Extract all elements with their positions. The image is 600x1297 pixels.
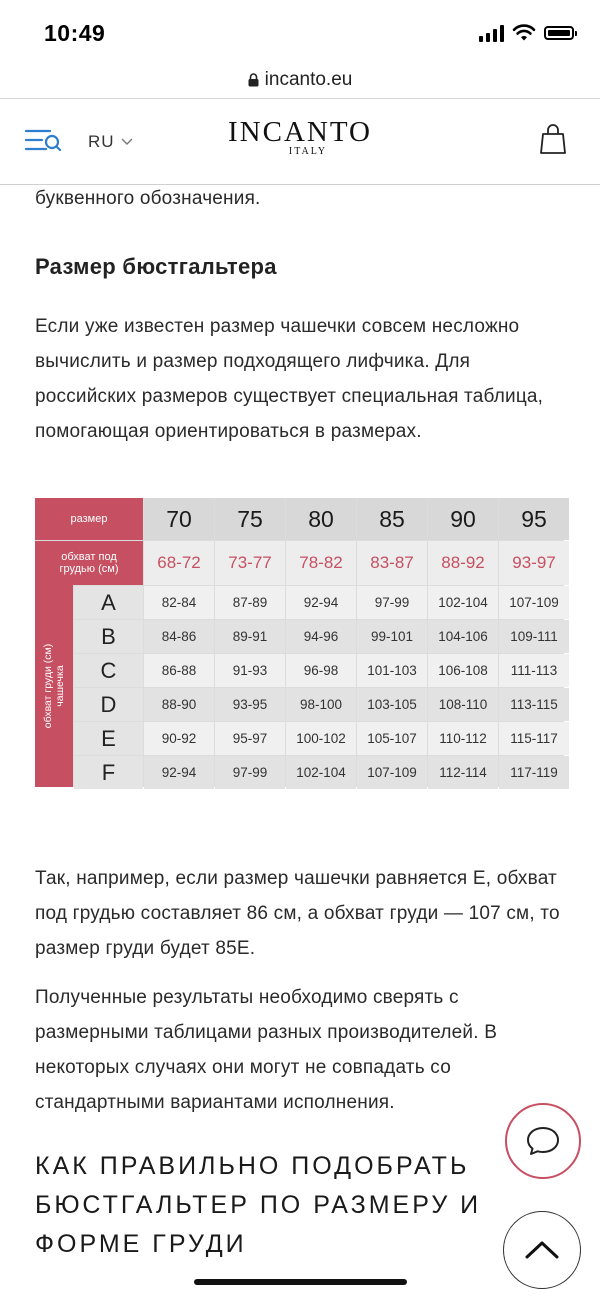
cup-letter-cell: B — [74, 620, 143, 653]
cup-letter-cell: F — [74, 756, 143, 789]
chat-bubble-icon — [525, 1125, 561, 1157]
bust-range-cell: 97-99 — [357, 586, 427, 619]
underbust-range-cell: 93-97 — [499, 541, 569, 585]
cup-letter-cell: D — [74, 688, 143, 721]
wifi-icon — [512, 24, 536, 42]
cup-label: чашечка — [54, 665, 66, 707]
bust-range-cell: 102-104 — [428, 586, 498, 619]
bust-range-cell: 89-91 — [215, 620, 285, 653]
shopping-bag-icon[interactable] — [540, 123, 566, 155]
underbust-header-cell — [35, 541, 143, 585]
status-bar — [0, 0, 600, 62]
intro-fragment: буквенного обозначения. — [35, 188, 261, 209]
paragraph-results: Полученные результаты необходимо сверять с размерными таблицами разных производителей. В некоторых случаях они могут не совпадать со стандартными вариантами исполнения. — [35, 987, 498, 1113]
bust-range-cell: 108-110 — [428, 688, 498, 721]
size-column-header: 80 — [286, 498, 356, 540]
bust-range-cell: 102-104 — [286, 756, 356, 789]
status-icons — [479, 24, 574, 42]
bust-range-cell: 84-86 — [144, 620, 214, 653]
scroll-to-top-button[interactable] — [503, 1211, 581, 1289]
bust-range-cell: 105-107 — [357, 722, 427, 755]
site-logo[interactable] — [0, 117, 600, 157]
bust-cup-side-label — [35, 585, 73, 787]
underbust-range-cell: 83-87 — [357, 541, 427, 585]
bust-range-cell: 91-93 — [215, 654, 285, 687]
bust-range-cell: 86-88 — [144, 654, 214, 687]
underbust-range-cell: 68-72 — [144, 541, 214, 585]
chat-button[interactable] — [505, 1103, 581, 1179]
bust-range-cell: 97-99 — [215, 756, 285, 789]
bust-range-cell: 92-94 — [144, 756, 214, 789]
url-text: incanto.eu — [264, 69, 353, 90]
bust-range-cell: 82-84 — [144, 586, 214, 619]
size-column-header: 70 — [144, 498, 214, 540]
section-heading: КАК ПРАВИЛЬНО ПОДОБРАТЬ БЮСТГАЛЬТЕР ПО РАЗМЕРУ И ФОРМЕ ГРУДИ — [35, 1152, 482, 1258]
bust-range-cell: 93-95 — [215, 688, 285, 721]
bust-range-cell: 99-101 — [357, 620, 427, 653]
bust-range-cell: 95-97 — [215, 722, 285, 755]
bust-range-cell: 101-103 — [357, 654, 427, 687]
bust-range-cell: 96-98 — [286, 654, 356, 687]
url-bar[interactable] — [0, 62, 600, 98]
bust-range-cell: 106-108 — [428, 654, 498, 687]
size-header-cell — [35, 498, 143, 540]
bust-range-cell: 109-111 — [499, 620, 569, 653]
size-column-header: 90 — [428, 498, 498, 540]
size-column-header: 85 — [357, 498, 427, 540]
bust-range-cell: 117-119 — [499, 756, 569, 789]
bust-range-cell: 94-96 — [286, 620, 356, 653]
bust-range-cell: 103-105 — [357, 688, 427, 721]
underbust-range-cell: 78-82 — [286, 541, 356, 585]
bust-range-cell: 111-113 — [499, 654, 569, 687]
bra-size-subheading: Размер бюстгальтера — [35, 254, 277, 279]
size-header-label: размер — [70, 513, 108, 525]
underbust-range-cell: 73-77 — [215, 541, 285, 585]
cup-letter-cell: E — [74, 722, 143, 755]
bra-size-table — [35, 498, 564, 787]
bust-range-cell: 88-90 — [144, 688, 214, 721]
home-indicator — [194, 1279, 407, 1285]
bust-range-cell: 87-89 — [215, 586, 285, 619]
size-column-header: 75 — [215, 498, 285, 540]
lock-icon — [248, 73, 259, 87]
bust-range-cell: 110-112 — [428, 722, 498, 755]
bust-range-cell: 100-102 — [286, 722, 356, 755]
cup-letter-cell: A — [74, 586, 143, 619]
bust-range-cell: 104-106 — [428, 620, 498, 653]
underbust-range-cell: 88-92 — [428, 541, 498, 585]
bust-range-cell: 107-109 — [357, 756, 427, 789]
site-header — [0, 99, 600, 185]
status-time: 10:49 — [44, 20, 106, 46]
cup-letter-cell: C — [74, 654, 143, 687]
bust-range-cell: 90-92 — [144, 722, 214, 755]
bust-range-cell: 112-114 — [428, 756, 498, 789]
size-column-header: 95 — [499, 498, 569, 540]
logo-wordmark: INCANTO — [228, 116, 372, 148]
logo-subtitle: ITALY — [288, 146, 328, 157]
paragraph-example: Так, например, если размер чашечки равняется E, обхват под грудью составляет 86 см, а обхват груди — 107 см, то размер груди будет 85E. — [35, 868, 560, 959]
underbust-header-label: обхват под грудью (см) — [59, 551, 119, 575]
bust-range-cell: 113-115 — [499, 688, 569, 721]
bust-range-cell: 98-100 — [286, 688, 356, 721]
battery-icon — [544, 26, 574, 40]
chevron-up-icon — [525, 1240, 559, 1260]
paragraph-size-intro: Если уже известен размер чашечки совсем несложно вычислить и размер подходящего лифчика. Для российских размеров существует специальная таблица, помогающая ориентироваться в размерах. — [35, 316, 544, 442]
bust-range-cell: 107-109 — [499, 586, 569, 619]
language-label: RU — [88, 132, 115, 151]
bust-range-cell: 92-94 — [286, 586, 356, 619]
bust-measure-label: обхват груди (см) — [42, 643, 54, 729]
bust-range-cell: 115-117 — [499, 722, 569, 755]
cellular-signal-icon — [479, 25, 504, 42]
